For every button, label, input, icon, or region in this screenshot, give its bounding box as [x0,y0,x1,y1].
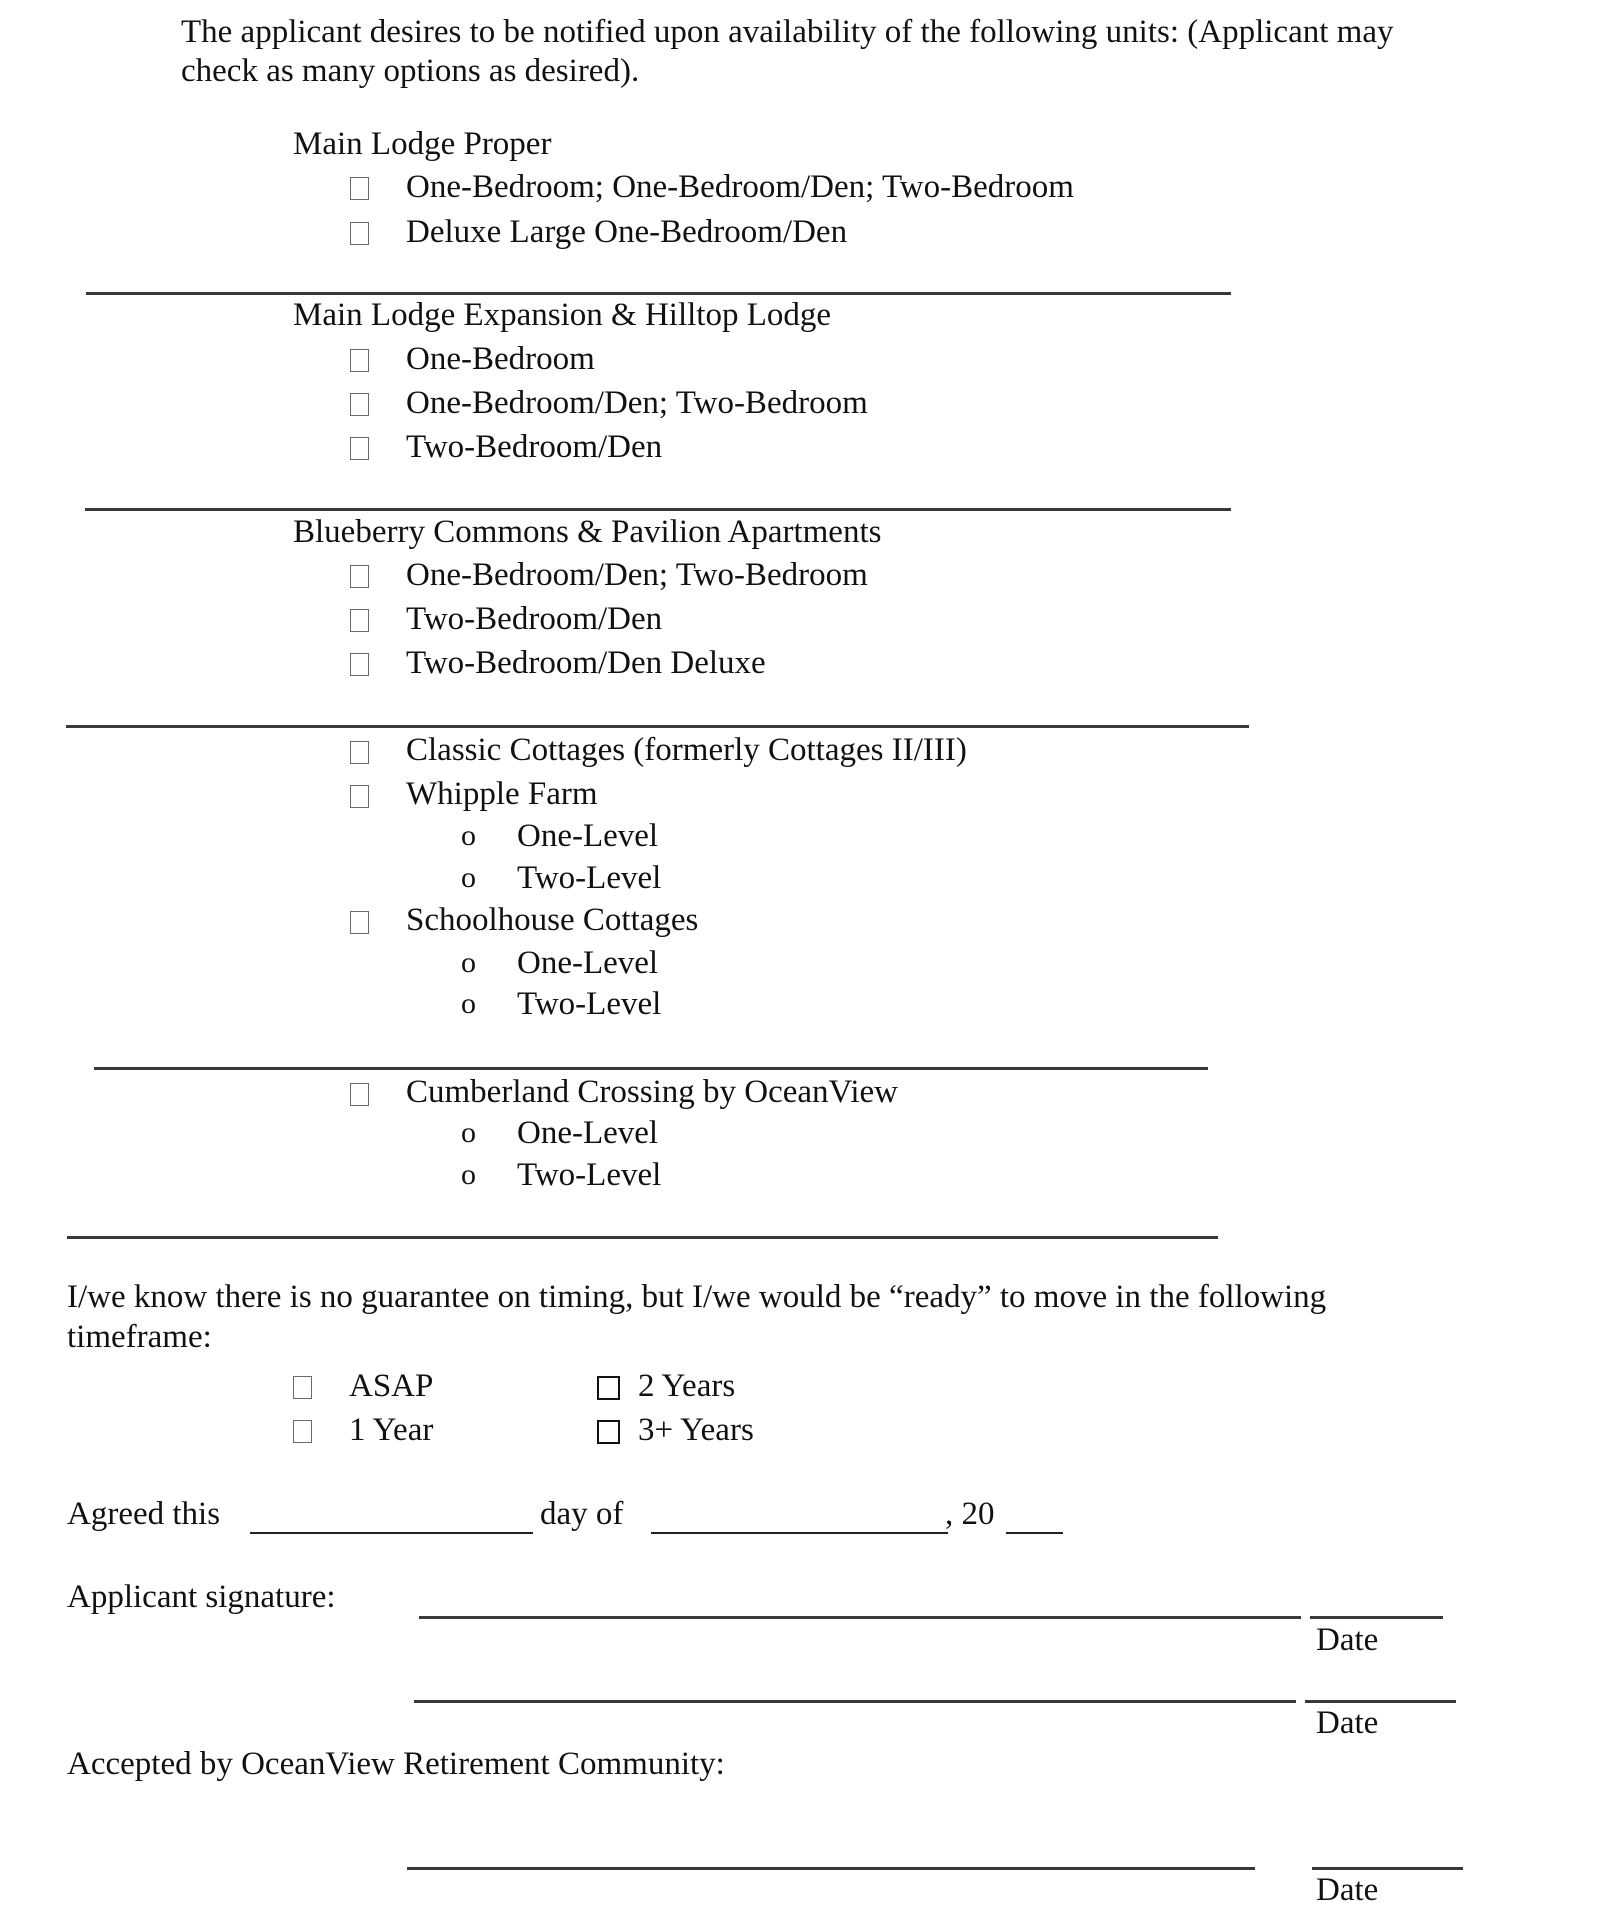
checkbox-main-lodge-proper-1br[interactable] [350,177,369,200]
option-label: Two-Bedroom/Den [406,601,663,637]
option-label: Cumberland Crossing by OceanView [406,1074,899,1110]
section-heading-main-lodge-proper: Main Lodge Proper [293,126,552,162]
checkbox-schoolhouse-cottages[interactable] [350,911,369,934]
date-label: Date [1316,1705,1379,1741]
checkbox-2-years[interactable] [597,1376,620,1400]
sub-option-label: One-Level [517,818,659,854]
option-label: One-Bedroom/Den; Two-Bedroom [406,385,868,421]
section-divider [94,1067,1208,1070]
option-label: Whipple Farm [406,776,598,812]
sub-option-label: Two-Level [517,1157,662,1193]
option-label: One-Bedroom/Den; Two-Bedroom [406,557,868,593]
timeframe-option-label: 3+ Years [638,1412,754,1448]
circle-bullet-icon: o [461,1116,476,1149]
community-signature-line[interactable] [407,1867,1255,1870]
option-label: Schoolhouse Cottages [406,902,699,938]
month-blank-field[interactable] [651,1532,948,1534]
timeframe-option-label: 2 Years [638,1368,736,1404]
applicant-signature-label: Applicant signature: [67,1579,336,1615]
checkbox-cumberland-crossing[interactable] [350,1083,369,1106]
section-heading-blueberry-commons: Blueberry Commons & Pavilion Apartments [293,514,882,550]
sub-option-label: One-Level [517,945,659,981]
year-blank-field[interactable] [1006,1532,1063,1534]
timeframe-option-label: ASAP [349,1368,434,1404]
timeframe-text-line1: I/we know there is no guarantee on timing, but I/we would be “ready” to move in the following [67,1279,1327,1315]
date-label: Date [1316,1622,1379,1658]
section-divider [67,1236,1218,1239]
applicant-signature-line-1[interactable] [419,1616,1301,1619]
checkbox-expansion-1br[interactable] [350,349,369,372]
circle-bullet-icon: o [461,946,476,979]
sub-option-label: One-Level [517,1115,659,1151]
option-label: Two-Bedroom/Den [406,429,663,465]
checkbox-blueberry-2br-den-deluxe[interactable] [350,653,369,676]
agreed-this-label: Agreed this [67,1496,221,1532]
checkbox-expansion-2br-den[interactable] [350,437,369,460]
option-label: Classic Cottages (formerly Cottages II/III) [406,732,967,768]
accepted-by-label: Accepted by OceanView Retirement Community: [67,1746,725,1782]
checkbox-blueberry-2br-den[interactable] [350,609,369,632]
checkbox-blueberry-1br-den-2br[interactable] [350,565,369,588]
checkbox-3-plus-years[interactable] [597,1420,620,1444]
date-label: Date [1316,1872,1379,1908]
sub-option-label: Two-Level [517,986,662,1022]
timeframe-option-label: 1 Year [349,1412,434,1448]
day-blank-field[interactable] [250,1532,533,1534]
checkbox-main-lodge-proper-deluxe[interactable] [350,222,369,245]
section-heading-main-lodge-expansion: Main Lodge Expansion & Hilltop Lodge [293,297,832,333]
year-prefix-label: , 20 [945,1496,995,1532]
timeframe-text-line2: timeframe: [67,1319,212,1355]
circle-bullet-icon: o [461,987,476,1020]
applicant-date-line-1[interactable] [1310,1616,1443,1619]
circle-bullet-icon: o [461,819,476,852]
option-label: One-Bedroom; One-Bedroom/Den; Two-Bedroom [406,169,1074,205]
day-of-label: day of [540,1496,624,1532]
checkbox-1-year[interactable] [293,1420,312,1443]
option-label: One-Bedroom [406,341,595,377]
checkbox-classic-cottages[interactable] [350,741,369,764]
checkbox-asap[interactable] [293,1376,312,1399]
circle-bullet-icon: o [461,1158,476,1191]
option-label: Two-Bedroom/Den Deluxe [406,645,766,681]
intro-text-line1: The applicant desires to be notified upon availability of the following units: (Applicant may [181,14,1394,50]
intro-text-line2: check as many options as desired). [181,53,640,89]
checkbox-expansion-1br-den-2br[interactable] [350,393,369,416]
circle-bullet-icon: o [461,861,476,894]
section-divider [66,725,1249,728]
sub-option-label: Two-Level [517,860,662,896]
checkbox-whipple-farm[interactable] [350,785,369,808]
option-label: Deluxe Large One-Bedroom/Den [406,214,848,250]
section-divider [85,508,1231,511]
applicant-signature-line-2[interactable] [414,1700,1296,1703]
